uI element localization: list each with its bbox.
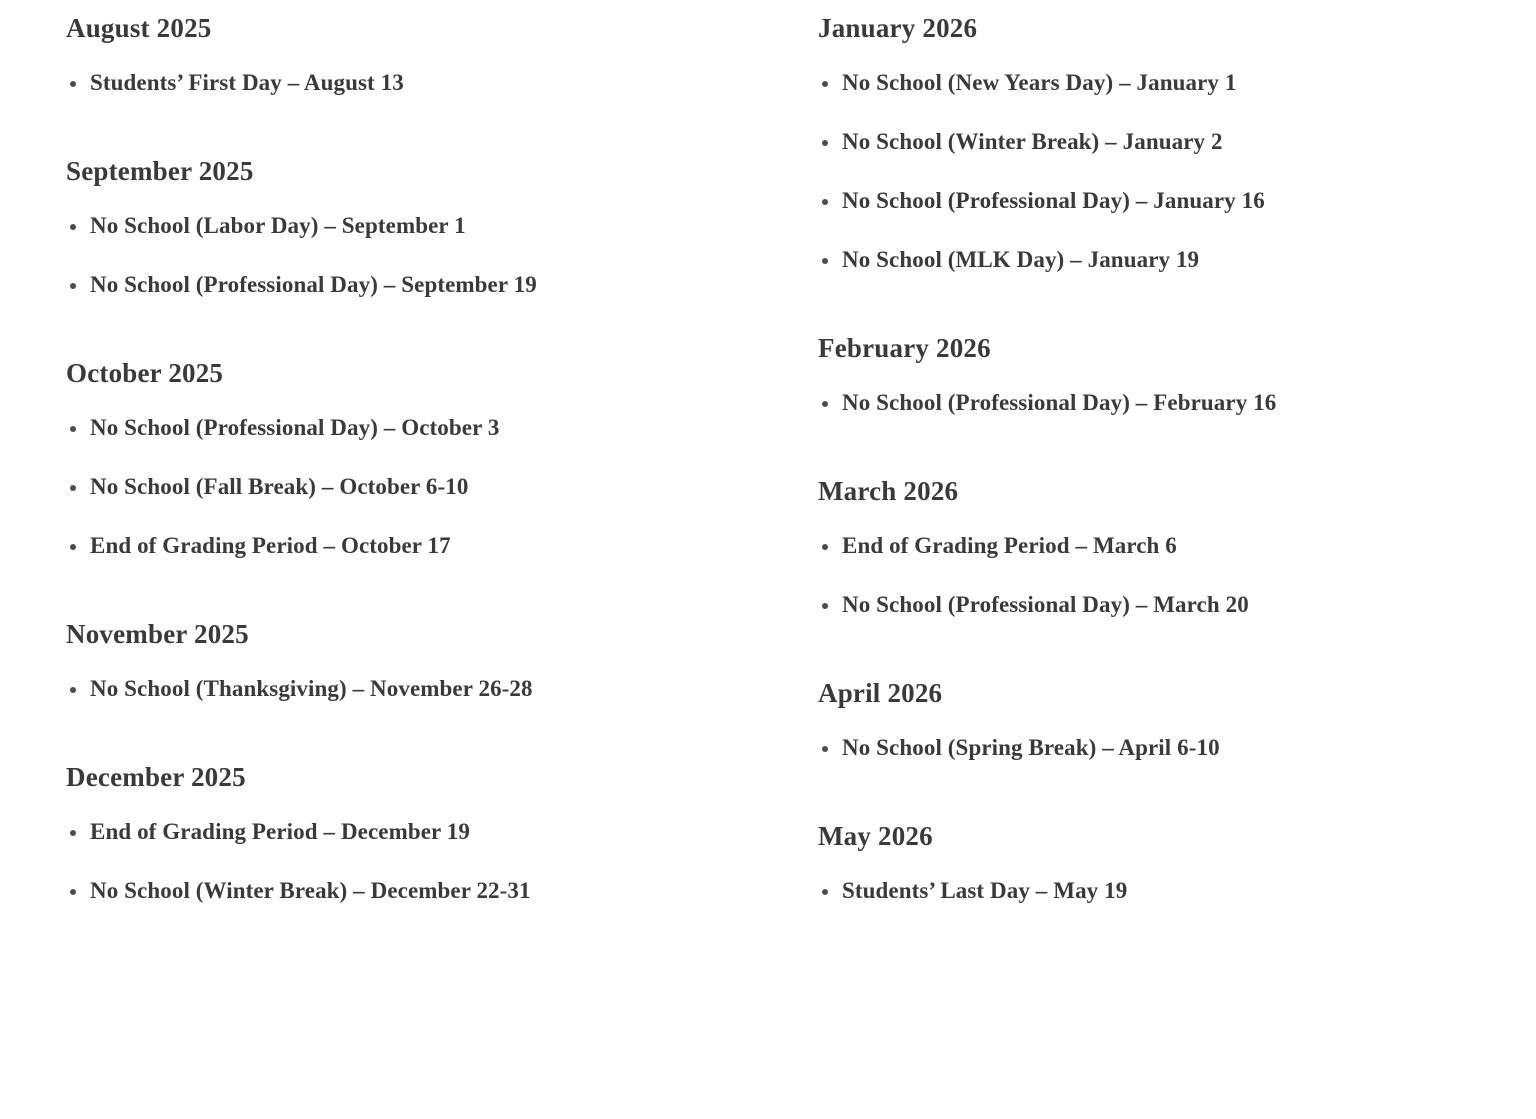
bullet-icon (70, 224, 76, 230)
month-heading-may-2026: May 2026 (818, 821, 933, 851)
event-item (818, 68, 1536, 97)
event-text: No School (Labor Day) – September 1 (90, 213, 466, 238)
bullet-icon (822, 199, 828, 205)
event-text: No School (New Years Day) – January 1 (842, 70, 1237, 95)
month-heading-april-2026: April 2026 (818, 678, 943, 708)
event-item (818, 186, 1536, 215)
event-text: End of Grading Period – March 6 (842, 533, 1177, 558)
event-item (66, 211, 818, 240)
event-list (818, 531, 1536, 619)
event-text: End of Grading Period – December 19 (90, 819, 470, 844)
event-item (818, 590, 1536, 619)
month-section-september-2025 (66, 155, 818, 299)
bullet-icon (822, 258, 828, 264)
event-text: No School (Thanksgiving) – November 26-28 (90, 676, 533, 701)
bullet-icon (822, 746, 828, 752)
month-section-april-2026 (818, 677, 1536, 762)
calendar-column-right (818, 12, 1536, 963)
event-text: Students’ Last Day – May 19 (842, 878, 1128, 903)
month-section-december-2025 (66, 761, 818, 905)
bullet-icon (822, 401, 828, 407)
month-heading-november-2025: November 2025 (66, 619, 249, 649)
month-section-march-2026 (818, 475, 1536, 619)
event-list (818, 68, 1536, 274)
event-text: No School (MLK Day) – January 19 (842, 247, 1200, 272)
month-heading-february-2026: February 2026 (818, 333, 991, 363)
event-text: No School (Winter Break) – January 2 (842, 129, 1223, 154)
bullet-icon (70, 283, 76, 289)
month-section-august-2025 (66, 12, 818, 97)
month-section-october-2025 (66, 357, 818, 560)
event-list (66, 68, 818, 97)
event-item (66, 674, 818, 703)
bullet-icon (70, 830, 76, 836)
event-text: No School (Winter Break) – December 22-31 (90, 878, 531, 903)
event-text: No School (Professional Day) – March 20 (842, 592, 1249, 617)
bullet-icon (70, 687, 76, 693)
event-text: No School (Professional Day) – October 3 (90, 415, 500, 440)
bullet-icon (822, 603, 828, 609)
event-item (818, 531, 1536, 560)
month-heading-march-2026: March 2026 (818, 476, 959, 506)
bullet-icon (70, 544, 76, 550)
event-text: No School (Spring Break) – April 6-10 (842, 735, 1220, 760)
event-text: End of Grading Period – October 17 (90, 533, 451, 558)
event-item (66, 68, 818, 97)
month-section-november-2025 (66, 618, 818, 703)
event-list (818, 733, 1536, 762)
event-text: Students’ First Day – August 13 (90, 70, 404, 95)
event-list (66, 817, 818, 905)
month-heading-january-2026: January 2026 (818, 13, 978, 43)
month-section-january-2026 (818, 12, 1536, 274)
event-item (66, 472, 818, 501)
bullet-icon (70, 81, 76, 87)
event-item (818, 127, 1536, 156)
bullet-icon (822, 140, 828, 146)
event-item (66, 876, 818, 905)
event-list (66, 211, 818, 299)
month-heading-october-2025: October 2025 (66, 358, 224, 388)
month-heading-august-2025: August 2025 (66, 13, 212, 43)
event-item (818, 245, 1536, 274)
bullet-icon (822, 544, 828, 550)
calendar-column-left (66, 12, 818, 963)
month-heading-september-2025: September 2025 (66, 156, 254, 186)
month-section-may-2026 (818, 820, 1536, 905)
event-text: No School (Professional Day) – February 16 (842, 390, 1277, 415)
event-item (818, 733, 1536, 762)
event-item (66, 817, 818, 846)
bullet-icon (822, 81, 828, 87)
event-text: No School (Professional Day) – January 16 (842, 188, 1265, 213)
event-text: No School (Professional Day) – September 19 (90, 272, 537, 297)
bullet-icon (70, 889, 76, 895)
event-list (66, 674, 818, 703)
event-item (818, 876, 1536, 905)
month-heading-december-2025: December 2025 (66, 762, 246, 792)
event-list (66, 413, 818, 560)
event-item (66, 413, 818, 442)
event-list (818, 388, 1536, 417)
event-item (66, 531, 818, 560)
event-item (66, 270, 818, 299)
bullet-icon (70, 485, 76, 491)
month-section-february-2026 (818, 332, 1536, 417)
event-item (818, 388, 1536, 417)
bullet-icon (70, 426, 76, 432)
event-list (818, 876, 1536, 905)
event-text: No School (Fall Break) – October 6-10 (90, 474, 469, 499)
bullet-icon (822, 889, 828, 895)
